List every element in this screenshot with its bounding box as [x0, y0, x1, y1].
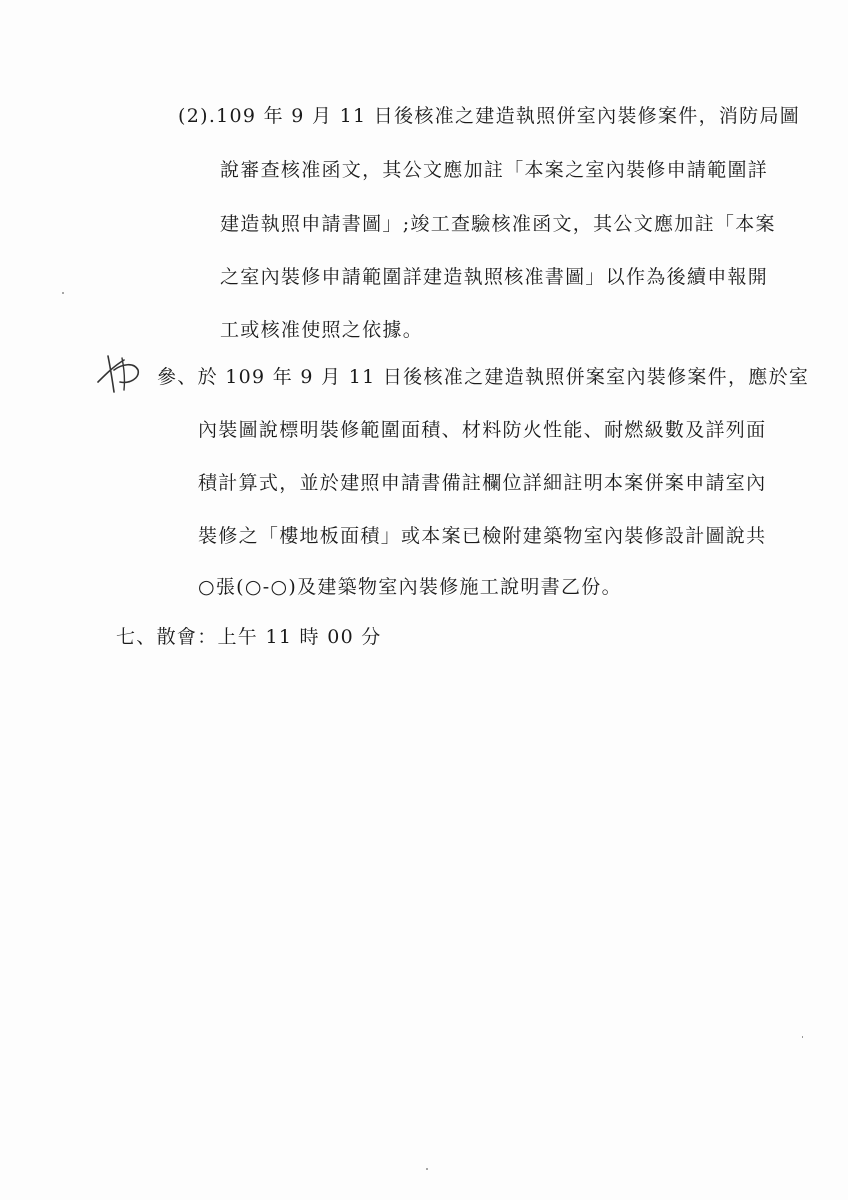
paragraph-2-line-1: (2).109 年 9 月 11 日後核准之建造執照併室內裝修案件，消防局圖: [178, 105, 801, 127]
section-3-line-3: 積計算式，並於建照申請書備註欄位詳細註明本案併案申請室內: [198, 472, 767, 494]
paragraph-2-line-3: 建造執照申請書圖」;竣工查驗核准函文，其公文應加註「本案: [220, 213, 776, 235]
section-3-line-5: ○張(○-○)及建築物室內裝修施工說明書乙份。: [198, 576, 622, 598]
section-3-line-1: 參、於 109 年 9 月 11 日後核准之建造執照併案室內裝修案件，應於室: [157, 366, 810, 388]
paragraph-2-line-4: 之室內裝修申請範圍詳建造執照核准書圖」以作為後續申報開: [220, 266, 769, 288]
adjournment-line: 七、散會：上午 11 時 00 分: [116, 626, 382, 648]
handwritten-check-icon: [94, 352, 142, 396]
paragraph-2-line-2: 說審查核准函文，其公文應加註「本案之室內裝修申請範圍詳: [220, 159, 769, 181]
scan-speck: [426, 1168, 428, 1170]
scan-speck: [802, 1036, 803, 1038]
scan-speck: [62, 292, 64, 294]
section-3-line-4: 裝修之「樓地板面積」或本案已檢附建築物室內裝修設計圖說共: [198, 525, 767, 547]
paragraph-2-line-5: 工或核准使照之依據。: [220, 319, 424, 341]
section-3-line-2: 內裝圖說標明裝修範圍面積、材料防火性能、耐燃級數及詳列面: [198, 419, 767, 441]
